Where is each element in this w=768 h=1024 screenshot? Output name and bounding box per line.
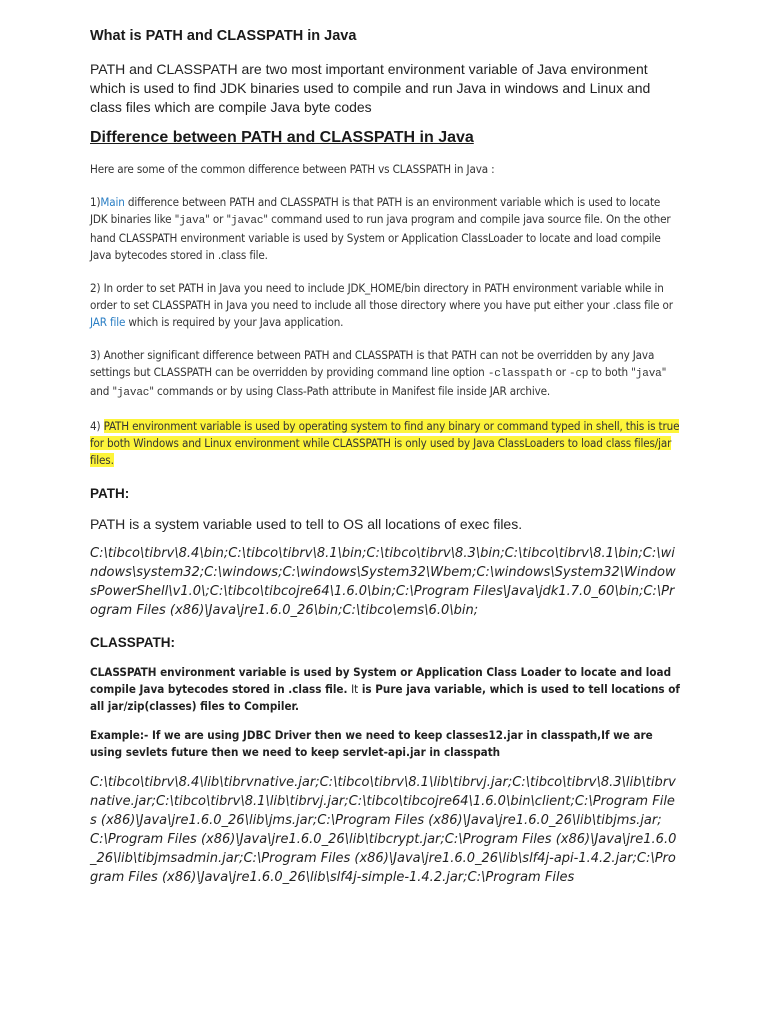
document-page [90, 26, 680, 901]
point-3-text-b: or [552, 365, 570, 379]
section-heading: Difference between PATH and CLASSPATH in Java [90, 129, 474, 146]
lead-paragraph: Here are some of the common difference between PATH vs CLASSPATH in Java : [90, 162, 495, 176]
cp-option: -cp [569, 368, 589, 380]
javac-command: javac [116, 387, 150, 399]
point-2 [90, 280, 680, 331]
point-1 [90, 194, 680, 264]
document-title: What is PATH and CLASSPATH in Java [90, 28, 357, 44]
classpath-desc-a: CLASSPATH environment variable is used by System or Application Class Loader to locate and load compile Java bytecodes stored in .class file. [90, 665, 672, 696]
point-4 [90, 418, 680, 469]
point-1-text-b: " or " [205, 212, 232, 226]
point-3-text-c: to both " [588, 365, 636, 379]
classpath-desc-b: is Pure java variable, which is used to tell locations of all jar/zip(classes) files to Compiler. [90, 682, 680, 713]
main-link[interactable]: Main [100, 195, 125, 209]
point-1-prefix: 1) [90, 195, 101, 209]
intro-paragraph: PATH and CLASSPATH are two most important environment variable of Java environment which is used to find JDK binaries used to compile and run Java in windows and Linux and class files which are compile Java byte codes [90, 61, 651, 115]
point-3-text-d: " and " [90, 365, 667, 398]
point-3 [90, 347, 680, 402]
classpath-desc-it: It [351, 682, 359, 696]
highlighted-text: PATH environment variable is used by operating system to find any binary or command typed in shell, this is true for both Windows and Linux environment while CLASSPATH is only used by Java ClassLoaders to load class files/jar files. [90, 419, 680, 467]
point-4-prefix: 4) [90, 419, 104, 433]
java-command: java [179, 215, 206, 227]
point-1-text-c: " command used to run java program and compile java source file. On the other hand CLASSPATH environment variable is used by System or Application ClassLoader to locate and load compile Java bytecodes stored in .class file. [90, 212, 671, 262]
javac-command: javac [231, 215, 264, 227]
point-3-text-e: " commands or by using Class-Path attribute in Manifest file inside JAR archive. [149, 384, 551, 398]
path-value: C:\tibco\tibrv\8.4\bin;C:\tibco\tibrv\8.1\bin;C:\tibco\tibrv\8.3\bin;C:\tibco\tibrv\8.1\bin;C:\windows\system32;C:\windows;C:\windows\System32\Wbem;C:\windows\System32\WindowsPowerShell\v1.0\;C:\tibco\tibcojre64\1.6.0\bin;C:\Program Files\Java\jdk1.7.0_60\bin;C:\Program Files (x86)\Java\jre1.6.0_26\bin;C:\tibco\ems\6.0\bin; [90, 546, 676, 618]
point-3-text-a: 3) Another significant difference between PATH and CLASSPATH is that PATH can not be overridden by any Java settings but CLASSPATH can be overridden by providing command line option [90, 348, 655, 379]
point-2-text-a: 2) In order to set PATH in Java you need to include JDK_HOME/bin directory in PATH environment variable while in order to set CLASSPATH in Java you need to include all those directory where you have put either your .class file or [90, 281, 673, 312]
point-2-text-b: which is required by your Java application. [125, 315, 344, 329]
path-label: PATH: [90, 486, 130, 501]
java-command: java [635, 368, 662, 380]
classpath-example: Example:- If we are using JDBC Driver then we need to keep classes12.jar in classpath,If we are using sevlets future then we need to keep servlet-api.jar in classpath [90, 728, 653, 759]
classpath-label: CLASSPATH: [90, 635, 175, 650]
classpath-value: C:\tibco\tibrv\8.4\lib\tibrvnative.jar;C:\tibco\tibrv\8.1\lib\tibrvj.jar;C:\tibco\tibrv\8.3\lib\tibrvnative.jar;C:\tibco\tibrv\8.1\lib\tibrvj.jar;C:\tibco\tibcojre64\1.6.0\bin\client;C:\Program Files (x86)\Java\jre1.6.0_26\lib\jms.jar;C:\Program Files (x86)\Java\jre1.6.0_26\lib\tibjms.jar;C:\Program Files (x86)\Java\jre1.6.0_26\lib\tibcrypt.jar;C:\Program Files (x86)\Java\jre1.6.0_26\lib\tibjmsadmin.jar;C:\Program Files (x86)\Java\jre1.6.0_26\lib\slf4j-api-1.4.2.jar;C:\Program Files (x86)\Java\jre1.6.0_26\lib\slf4j-simple-1.4.2.jar;C:\Program Files [90, 775, 677, 885]
point-1-text-a: difference between PATH and CLASSPATH is that PATH is an environment variable which is used to locate JDK binaries like " [90, 195, 661, 226]
jar-file-link[interactable]: JAR file [90, 315, 126, 329]
classpath-option: -classpath [487, 368, 553, 380]
path-description: PATH is a system variable used to tell to OS all locations of exec files. [90, 516, 523, 532]
classpath-description [90, 664, 680, 715]
